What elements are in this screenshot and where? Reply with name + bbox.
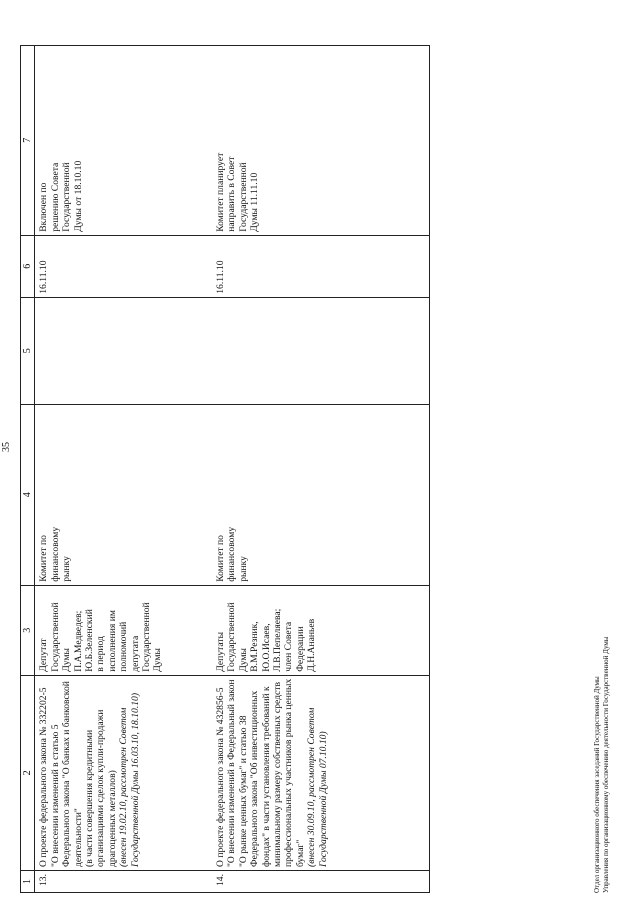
date-cell: 16.11.10 [35,235,212,297]
bill-note-line: (внесен 19.02.10, рассмотрен Советом [118,707,130,867]
footer-line-department: Отдел организационного обеспечения заседаний Государственной Думы [593,676,601,893]
committee-line: рынку [61,556,73,582]
author-line: П.А.Медведев; [72,610,84,672]
author-line: Думы [152,648,164,672]
status-line: Государственной [237,162,249,232]
status-line: Думы 11.11.10 [249,172,261,232]
column-header-7: 7 [21,45,35,235]
author-line: В.М.Резник, [249,621,261,672]
author-line: Ю.Б.Зеленский [84,609,96,672]
status-line: Комитет планирует [214,152,226,232]
bill-title-line: "О внесении изменений в статью 5 [49,724,61,867]
date-cell: 16.11.10 [212,235,430,297]
committee-line: финансовому [49,526,61,582]
status-line: направить в Совет [226,156,238,232]
table-row-13 [35,45,212,892]
column-number-row [21,45,35,892]
bill-description [35,675,212,870]
committee-line: рынку [237,556,249,582]
author-line: Государственной [49,602,61,672]
bill-description [212,675,430,870]
agenda-table [20,45,430,893]
bill-title-line: профессиональных участников рынка ценных [283,678,295,867]
bill-title-line: (в части совершения кредитными [84,729,96,867]
bill-title-line: минимальному размеру собственных средств [271,682,283,867]
column-header-5: 5 [21,297,35,404]
table-row-14 [212,45,430,892]
page-footer [593,637,611,893]
author-line: Ю.О.Исаев, [260,623,272,672]
bill-title-line: фондах" в части установления требований к [260,686,272,867]
bill-title-line: Федерального закона "О банках и банковской [61,681,73,867]
bill-note-line: Государственной Думы 16.03.10, 18.10.10) [129,692,141,867]
column-header-6: 6 [21,235,35,297]
bill-title-line: бумаг" [294,839,306,867]
bill-title-line: "О внесении изменений в Федеральный закон [226,679,238,867]
status-line: Государственной [61,162,73,232]
status-line: Думы от 18.10.10 [72,160,84,232]
page-number: 35 [1,442,12,452]
column-5-cell [35,297,212,404]
bill-title-line: О проекте федерального закона № 432856-5 [214,687,226,867]
committee-line: Комитет по [38,535,50,582]
author-line: Л.В.Пепеляева; [271,608,283,672]
column-header-3: 3 [21,585,35,675]
author-line: исполнения им [106,610,118,672]
author-line: полномочий [118,621,130,672]
author-line: в период [95,636,107,672]
footer-line-directorate: Управления по организационному обеспечению деятельности Государственной Думы [602,636,610,893]
status-line: решению Совета [49,162,61,232]
author-line: Государственной [226,602,238,672]
author-line: Депутаты [214,631,226,672]
bill-title-line: драгоценных металлов) [106,770,118,867]
status-cell [35,45,212,235]
bill-authors [212,585,430,675]
column-header-1: 1 [21,871,35,893]
bill-title-line: деятельности" [72,808,84,867]
row-number: 14. [212,871,430,893]
bill-title-line: Федерального закона "Об инвестиционных [249,690,261,867]
bill-title-line: организациями сделок купли-продажи [95,709,107,867]
column-header-2: 2 [21,675,35,870]
author-line: Думы [61,648,73,672]
column-header-4: 4 [21,404,35,585]
committee [212,404,430,585]
bill-note-line: (внесен 30.09.10, рассмотрен Советом [306,707,318,867]
author-line: Думы [237,648,249,672]
row-number: 13. [35,871,212,893]
bill-title-line: "О рынке ценных бумаг" и статью 38 [237,715,249,867]
status-cell [212,45,430,235]
column-5-cell [212,297,430,404]
author-line: Государственной [141,602,153,672]
author-line: депутата [129,635,141,672]
committee [35,404,212,585]
bill-title-line: О проекте федерального закона № 332202-5 [38,687,50,867]
status-line: Включен по [38,182,50,232]
author-line: Д.Н.Ананьев [306,618,318,672]
author-line: Депутат [38,638,50,672]
bill-authors [35,585,212,675]
author-line: член Совета [283,621,295,672]
bill-note-line: Государственной Думы 07.10.10) [317,731,329,867]
committee-line: Комитет по [214,535,226,582]
author-line: Федерации [294,626,306,672]
committee-line: финансовому [226,526,238,582]
